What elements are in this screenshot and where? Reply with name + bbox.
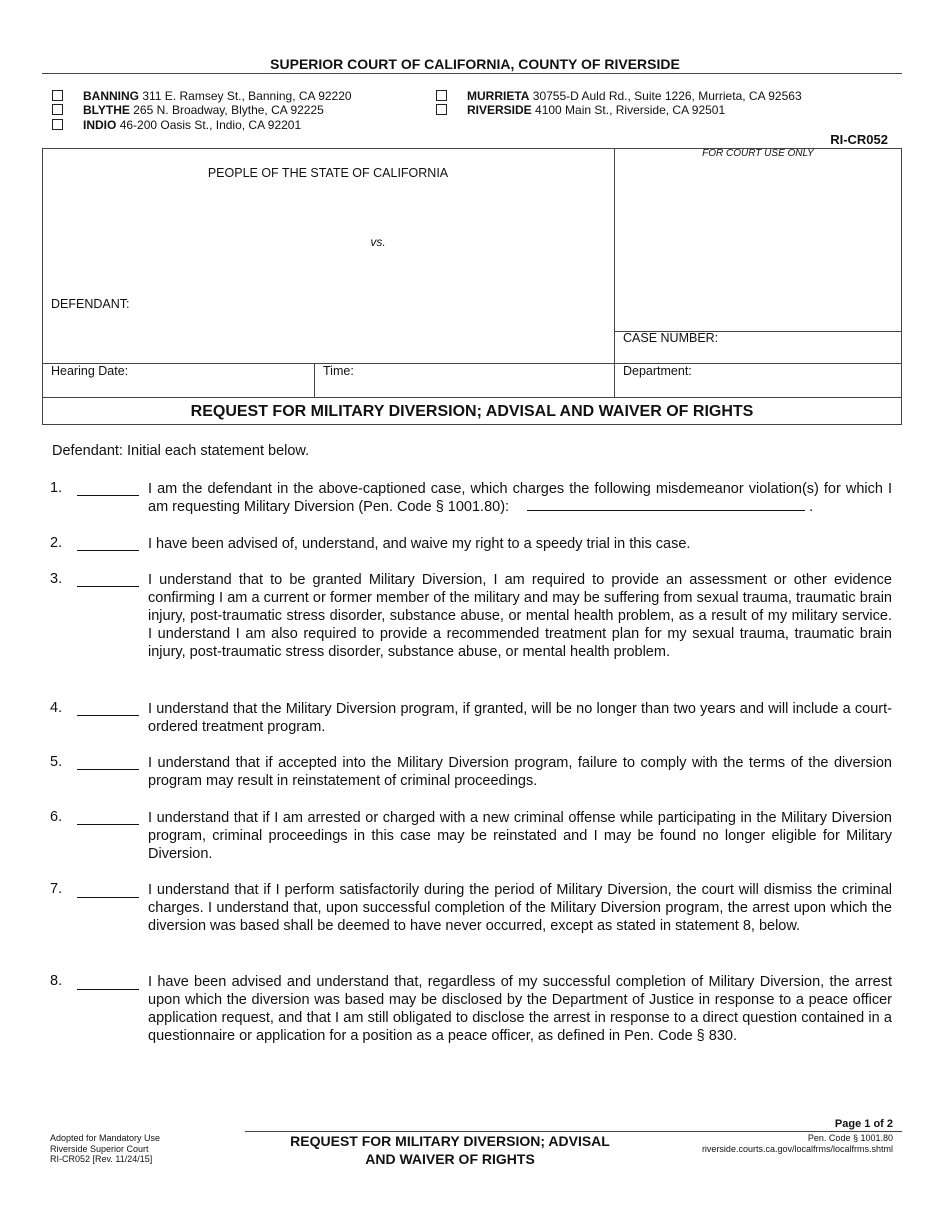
footer-url: riverside.courts.ca.gov/localfrms/localfrms.shtml <box>701 1143 893 1154</box>
case-number-label[interactable]: CASE NUMBER: <box>623 331 719 345</box>
riverside-checkbox[interactable] <box>436 104 447 115</box>
blythe-checkbox[interactable] <box>52 104 63 115</box>
initial-field-4[interactable] <box>77 715 139 716</box>
violation-field[interactable] <box>527 498 805 511</box>
time-label[interactable]: Time: <box>323 364 354 378</box>
footer-adoption-info: Adopted for Mandatory Use Riverside Superior Court RI-CR052 [Rev. 11/24/15] <box>50 1133 161 1164</box>
header-rule <box>42 73 902 74</box>
statement-number: 1. <box>50 480 63 496</box>
initial-field-7[interactable] <box>77 897 139 898</box>
footer-citation: Pen. Code § 1001.80 riverside.courts.ca.gov/localfrms/localfrms.shtml <box>701 1133 893 1154</box>
statement-number: 5. <box>50 754 63 770</box>
initial-field-2[interactable] <box>77 550 139 551</box>
court-title: SUPERIOR COURT OF CALIFORNIA, COUNTY OF RIVERSIDE <box>270 56 680 72</box>
statement-number: 6. <box>50 809 63 825</box>
murrieta-checkbox[interactable] <box>436 90 447 101</box>
statement-number: 2. <box>50 535 63 551</box>
banning-checkbox[interactable] <box>52 90 63 101</box>
statement-4: I understand that the Military Diversion program, if granted, will be no longer than two years and will include a court-ordered treatment program. <box>148 701 892 735</box>
statement-7: I understand that if I perform satisfactorily during the period of Military Diversion, the court will dismiss the criminal charges. I understand that, upon successful completion of the Military Diversion program, the arrest upon which the diversion was based shall be deemed to have never occurred, except as stated in statement 8, below. <box>148 882 892 934</box>
initial-field-3[interactable] <box>77 586 139 587</box>
initial-field-5[interactable] <box>77 769 139 770</box>
instruction-text: Defendant: Initial each statement below. <box>52 443 310 459</box>
statement-2: I have been advised of, understand, and waive my right to a speedy trial in this case. <box>148 536 691 552</box>
location-riverside: RIVERSIDE 4100 Main St., Riverside, CA 92501 <box>436 103 725 117</box>
statement-number: 3. <box>50 571 63 587</box>
form-title: REQUEST FOR MILITARY DIVERSION; ADVISAL AND WAIVER OF RIGHTS <box>42 398 902 425</box>
initial-field-8[interactable] <box>77 989 139 990</box>
hearing-divider <box>314 363 315 398</box>
statement-number: 4. <box>50 700 63 716</box>
location-banning: BANNING 311 E. Ramsey St., Banning, CA 92220 <box>52 89 352 103</box>
initial-field-6[interactable] <box>77 824 139 825</box>
statement-number: 8. <box>50 973 63 989</box>
caption-divider <box>614 148 615 398</box>
form-id: RI-CR052 <box>830 132 888 147</box>
statement-5: I understand that if accepted into the Military Diversion program, failure to comply with the terms of the diversion program may result in reinstatement of criminal proceedings. <box>148 755 892 789</box>
department-label[interactable]: Department: <box>623 364 692 378</box>
plaintiff-name: PEOPLE OF THE STATE OF CALIFORNIA <box>207 166 449 180</box>
indio-checkbox[interactable] <box>52 119 63 130</box>
page-number: Page 1 of 2 <box>834 1118 893 1130</box>
initial-field-1[interactable] <box>77 495 139 496</box>
caption-box <box>42 148 902 398</box>
hearing-date-label[interactable]: Hearing Date: <box>51 364 129 378</box>
location-murrieta: MURRIETA 30755-D Auld Rd., Suite 1226, Murrieta, CA 92563 <box>436 89 802 103</box>
statement-3: I understand that to be granted Military Diversion, I am required to provide an assessment or other evidence confirming I am a current or former member of the military and may be suffering from sexual trauma, traumatic brain injury, post-traumatic stress disorder, substance abuse, or mental health problem, as a result of my military service. I understand I am also required to provide a recommended treatment plan for my sexual trauma, traumatic brain injury, post-traumatic stress disorder, substance abuse, or mental health problem. <box>148 572 892 660</box>
statement-1: I am the defendant in the above-captioned case, which charges the following misdemeanor violation(s) for which I am requesting Military Diversion (Pen. Code § 1001.80): . <box>148 481 892 515</box>
footer-title: REQUEST FOR MILITARY DIVERSION; ADVISAL AND WAIVER OF RIGHTS <box>290 1133 610 1167</box>
statement-8: I have been advised and understand that, regardless of my successful completion of Military Diversion, the arrest upon which the diversion was based may be disclosed by the Department of Justice in response to a peace officer application request, and that I am still obligated to disclose the arrest in response to a direct question contained in a questionnaire or application for a position as a peace officer, as defined in Pen. Code § 830. <box>148 974 892 1044</box>
hearing-rule <box>42 363 902 364</box>
statement-number: 7. <box>50 881 63 897</box>
court-use-label: FOR COURT USE ONLY <box>702 148 814 159</box>
defendant-label: DEFENDANT: <box>51 297 130 311</box>
location-blythe: BLYTHE 265 N. Broadway, Blythe, CA 92225 <box>52 103 324 117</box>
statement-6: I understand that if I am arrested or charged with a new criminal offense while participating in the Military Diversion program, criminal proceedings in this case may be reinstated and I may be found no longer eligible for Military Diversion. <box>148 810 892 862</box>
location-indio: INDIO 46-200 Oasis St., Indio, CA 92201 <box>52 118 301 132</box>
versus-label: vs. <box>370 235 386 249</box>
